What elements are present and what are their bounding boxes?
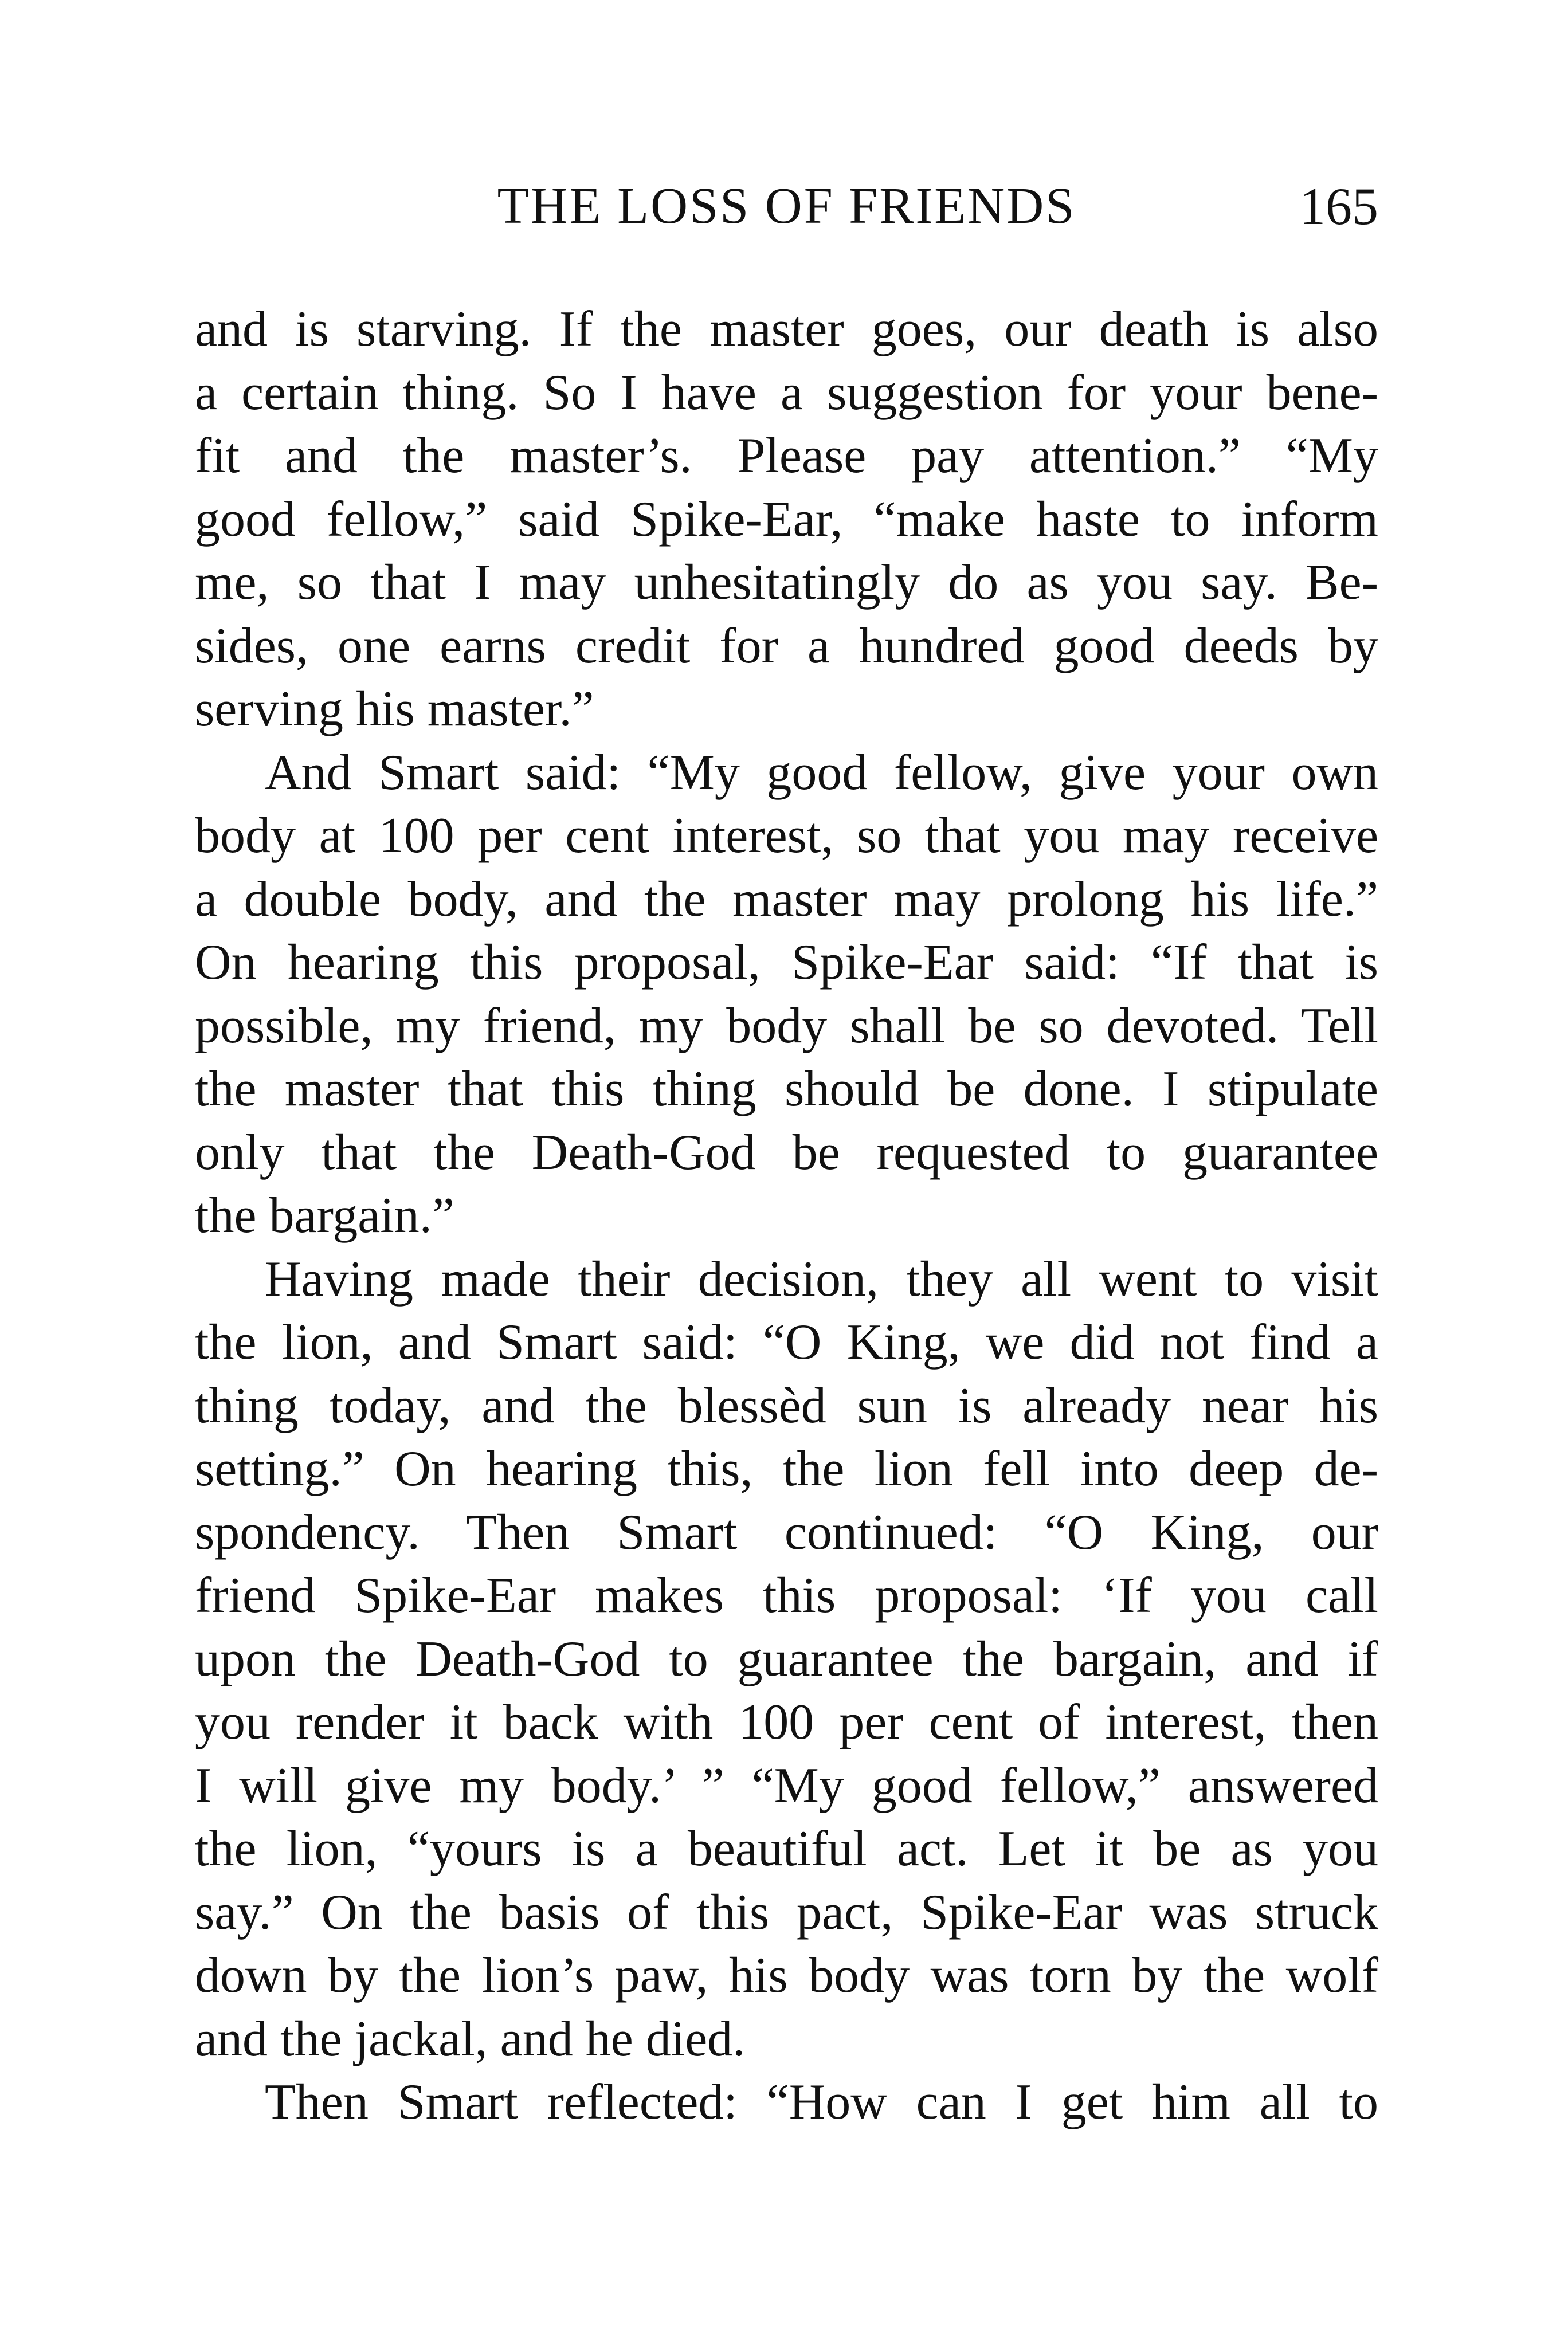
body-text [195, 298, 1378, 2135]
text-line: and the jackal, and he died. [195, 2011, 746, 2067]
text-line: fit and the master’s. Please pay attention.” “My [195, 428, 1378, 484]
text-line: the lion, “yours is a beautiful act. Let it be as you [195, 1821, 1378, 1877]
running-head [195, 172, 1378, 246]
chapter-title: THE LOSS OF FRIENDS [497, 178, 1076, 234]
text-line: upon the Death-God to guarantee the bargain, and if [195, 1631, 1378, 1687]
text-line: a double body, and the master may prolong his life.” [195, 871, 1378, 927]
page-number: 165 [1299, 177, 1378, 236]
text-line: the bargain.” [195, 1188, 454, 1243]
text-line: good fellow,” said Spike-Ear, “make haste to inform [195, 491, 1378, 547]
text-line: spondency. Then Smart continued: “O King, our [195, 1504, 1378, 1560]
text-line: friend Spike-Ear makes this proposal: ‘If you call [195, 1568, 1378, 1623]
text-line: me, so that I may unhesitatingly do as you say. Be- [195, 555, 1378, 610]
text-line: Having made their decision, they all went to visit [265, 1251, 1378, 1307]
text-line: only that the Death-God be requested to guarantee [195, 1124, 1378, 1180]
text-line: and is starving. If the master goes, our death is also [195, 301, 1378, 357]
text-line: On hearing this proposal, Spike-Ear said: “If that is [195, 935, 1378, 990]
text-line: the master that this thing should be done. I stipulate [195, 1061, 1378, 1117]
text-line: down by the lion’s paw, his body was torn by the wolf [195, 1948, 1378, 2003]
text-line: thing today, and the blessèd sun is already near his [195, 1378, 1378, 1434]
text-line: possible, my friend, my body shall be so devoted. Tell [195, 998, 1378, 1054]
text-line: sides, one earns credit for a hundred good deeds by [195, 618, 1378, 674]
text-line: setting.” On hearing this, the lion fell into deep de- [195, 1441, 1378, 1497]
text-line: say.” On the basis of this pact, Spike-Ear was struck [195, 1884, 1378, 1940]
text-line: Then Smart reflected: “How can I get him all to [265, 2074, 1378, 2130]
text-line: serving his master.” [195, 681, 594, 737]
text-line: I will give my body.’ ” “My good fellow,” answered [195, 1758, 1378, 1814]
text-line: body at 100 per cent interest, so that you may receive [195, 808, 1378, 864]
text-line: a certain thing. So I have a suggestion for your bene- [195, 364, 1378, 421]
text-line: And Smart said: “My good fellow, give your own [265, 744, 1378, 801]
text-line: you render it back with 100 per cent of interest, then [195, 1694, 1378, 1750]
text-line: the lion, and Smart said: “O King, we did not find a [195, 1315, 1378, 1370]
